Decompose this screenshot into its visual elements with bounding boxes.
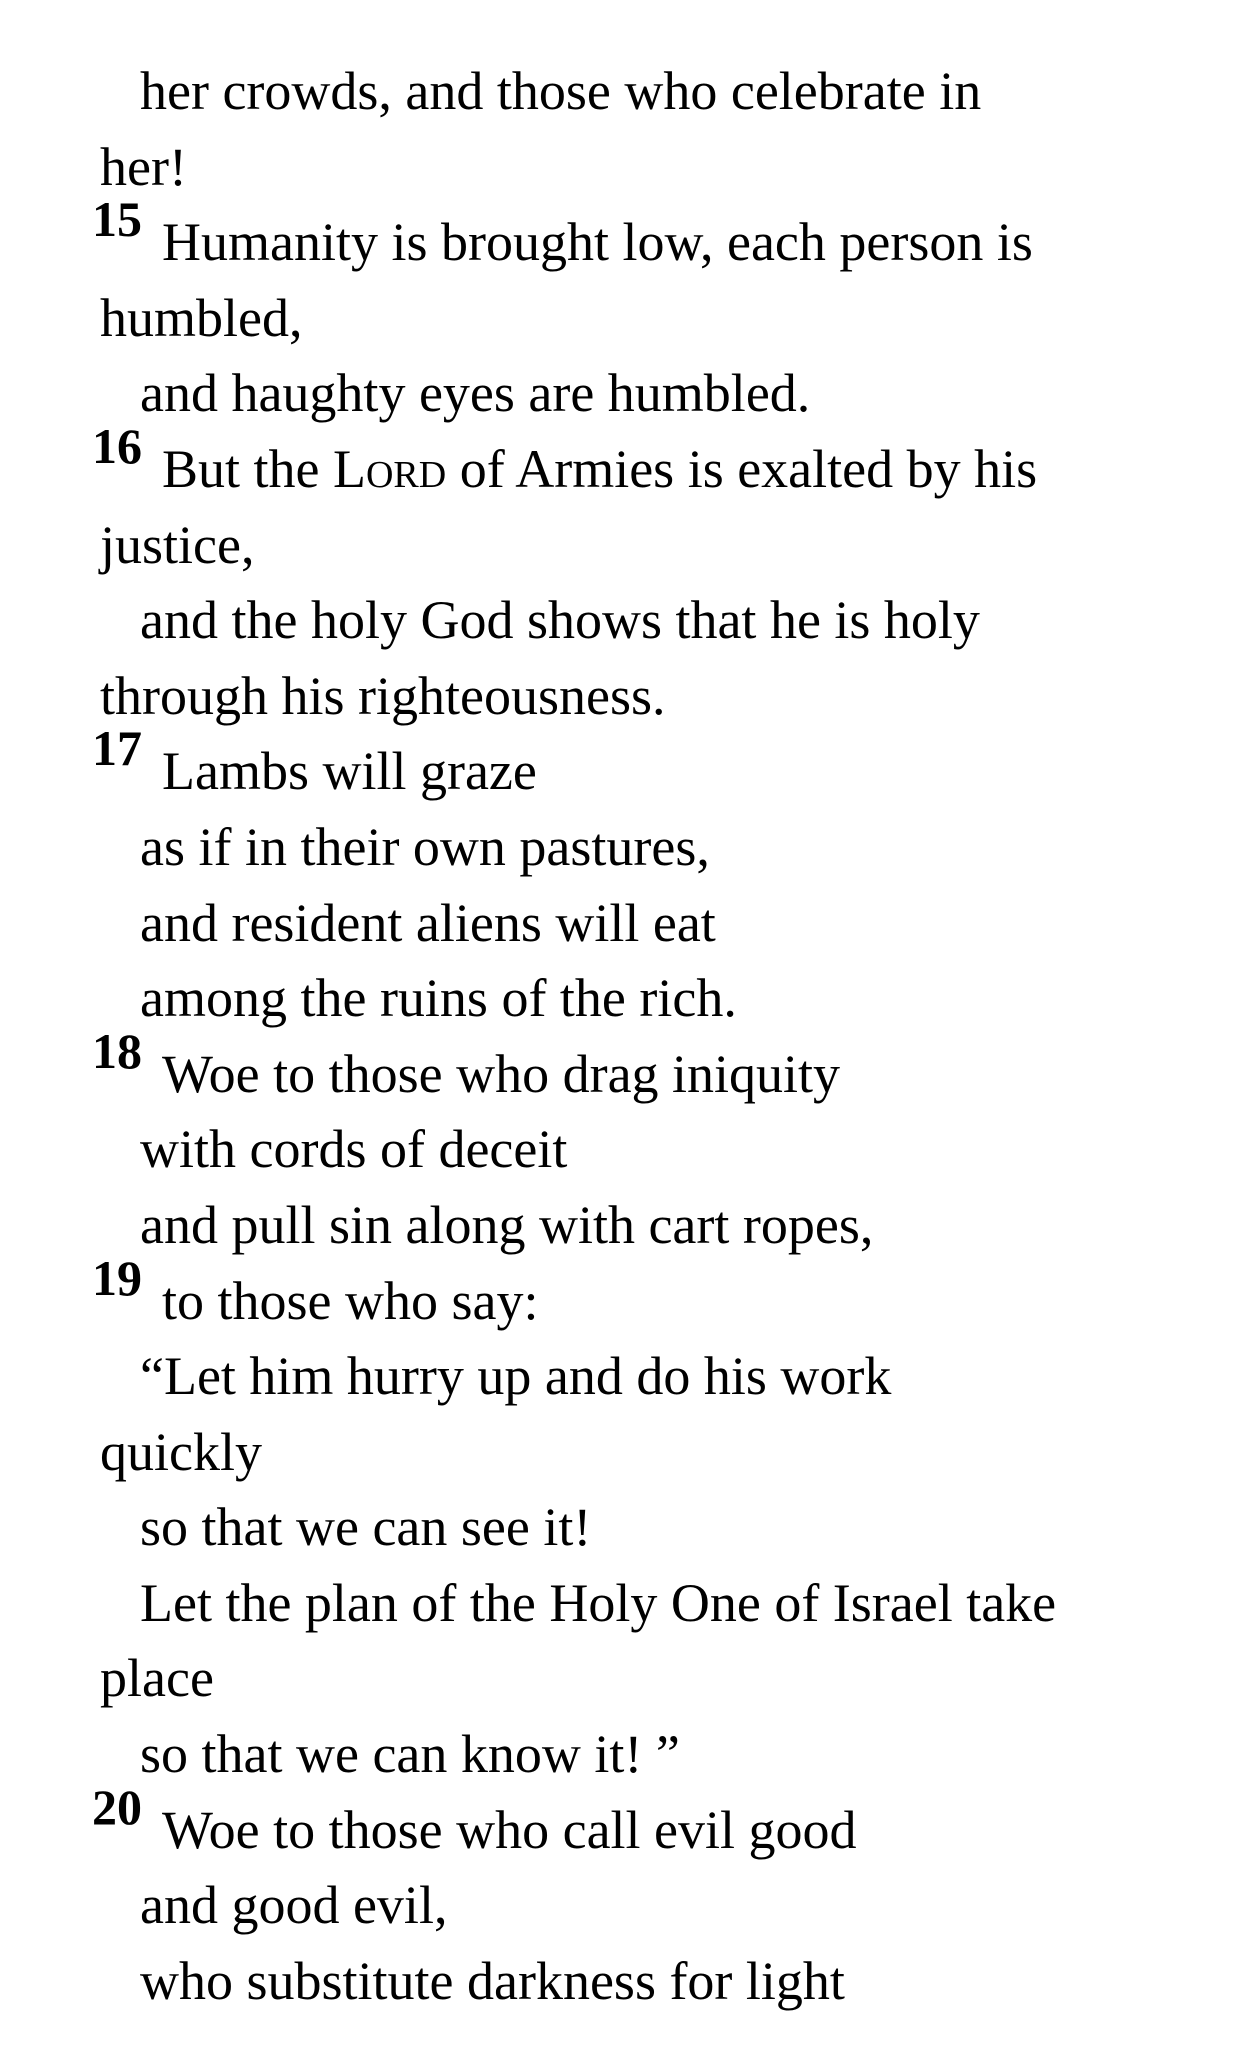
text-segment: with cords of deceit: [140, 1119, 568, 1180]
poetry-line[interactable]: [0, 1868, 1202, 1944]
verse-line[interactable]: [0, 1249, 1202, 1340]
text-segment: as if in their own pastures,: [140, 816, 710, 877]
text-segment: her crowds, and those who celebrate in: [140, 61, 982, 121]
wrap-line[interactable]: [0, 1415, 1202, 1491]
poetry-line[interactable]: [0, 356, 1202, 432]
poetry-line[interactable]: [0, 1566, 1202, 1642]
verse-number: 16: [92, 417, 142, 474]
poetry-line[interactable]: [0, 1188, 1202, 1264]
poetry-line[interactable]: [0, 961, 1202, 1037]
poetry-line[interactable]: [0, 886, 1202, 962]
poetry-line[interactable]: [0, 1339, 1202, 1415]
text-segment: Woe to those who call evil good: [162, 1799, 857, 1860]
text-segment: of Armies is exalted by his: [446, 438, 1038, 499]
verse-line[interactable]: [0, 720, 1202, 810]
text-segment: Lambs will graze: [162, 741, 537, 802]
text-segment: “Let him hurry up and do his work: [140, 1346, 892, 1407]
verse-line[interactable]: [0, 1778, 1202, 1869]
text-segment: among the ruins of the rich.: [140, 968, 737, 1029]
text-segment: quickly: [100, 1421, 262, 1482]
verse-number: 17: [92, 720, 142, 777]
text-segment: and the holy God shows that he is holy: [140, 590, 980, 651]
verse-number: 20: [92, 1778, 142, 1835]
text-segment: place: [100, 1648, 214, 1709]
wrap-line[interactable]: [0, 1641, 1202, 1717]
text-segment: to those who say:: [162, 1270, 539, 1331]
verse-line[interactable]: [0, 1022, 1202, 1113]
poetry-line[interactable]: [0, 54, 1202, 130]
poetry-line[interactable]: [0, 1112, 1202, 1188]
poetry-line[interactable]: [0, 583, 1202, 659]
wrap-line[interactable]: [0, 508, 1202, 584]
verse-number: 15: [92, 191, 142, 248]
text-segment: who substitute darkness for light: [140, 1950, 845, 2011]
text-segment: But the: [162, 438, 333, 499]
poetry-line[interactable]: [0, 1490, 1202, 1566]
text-segment: through his righteousness.: [100, 665, 666, 726]
wrap-line[interactable]: [0, 130, 1202, 206]
poetry-line[interactable]: [0, 1717, 1202, 1793]
verse-number: 18: [92, 1022, 142, 1079]
text-segment: and resident aliens will eat: [140, 892, 716, 953]
text-segment: Let the plan of the Holy One of Israel take: [140, 1572, 1057, 1633]
text-segment: humbled,: [100, 287, 303, 348]
wrap-line[interactable]: [0, 659, 1202, 735]
text-segment: justice,: [100, 514, 255, 575]
wrap-line[interactable]: [0, 281, 1202, 357]
poetry-line[interactable]: [0, 1944, 1202, 2020]
text-segment: her!: [100, 136, 187, 197]
verse-number: 19: [92, 1249, 142, 1306]
text-segment: Humanity is brought low, each person is: [162, 212, 1033, 273]
text-segment: and good evil,: [140, 1875, 448, 1936]
text-segment: so that we can know it! ”: [140, 1724, 680, 1785]
verse-line[interactable]: [0, 191, 1202, 281]
divine-name-small-caps: Lord: [333, 438, 447, 499]
text-segment: and haughty eyes are humbled.: [140, 363, 811, 424]
text-segment: so that we can see it!: [140, 1497, 592, 1558]
text-segment: Woe to those who drag iniquity: [162, 1043, 841, 1104]
verse-line[interactable]: [0, 417, 1202, 508]
poetry-line[interactable]: [0, 810, 1202, 886]
text-segment: and pull sin along with cart ropes,: [140, 1194, 874, 1255]
